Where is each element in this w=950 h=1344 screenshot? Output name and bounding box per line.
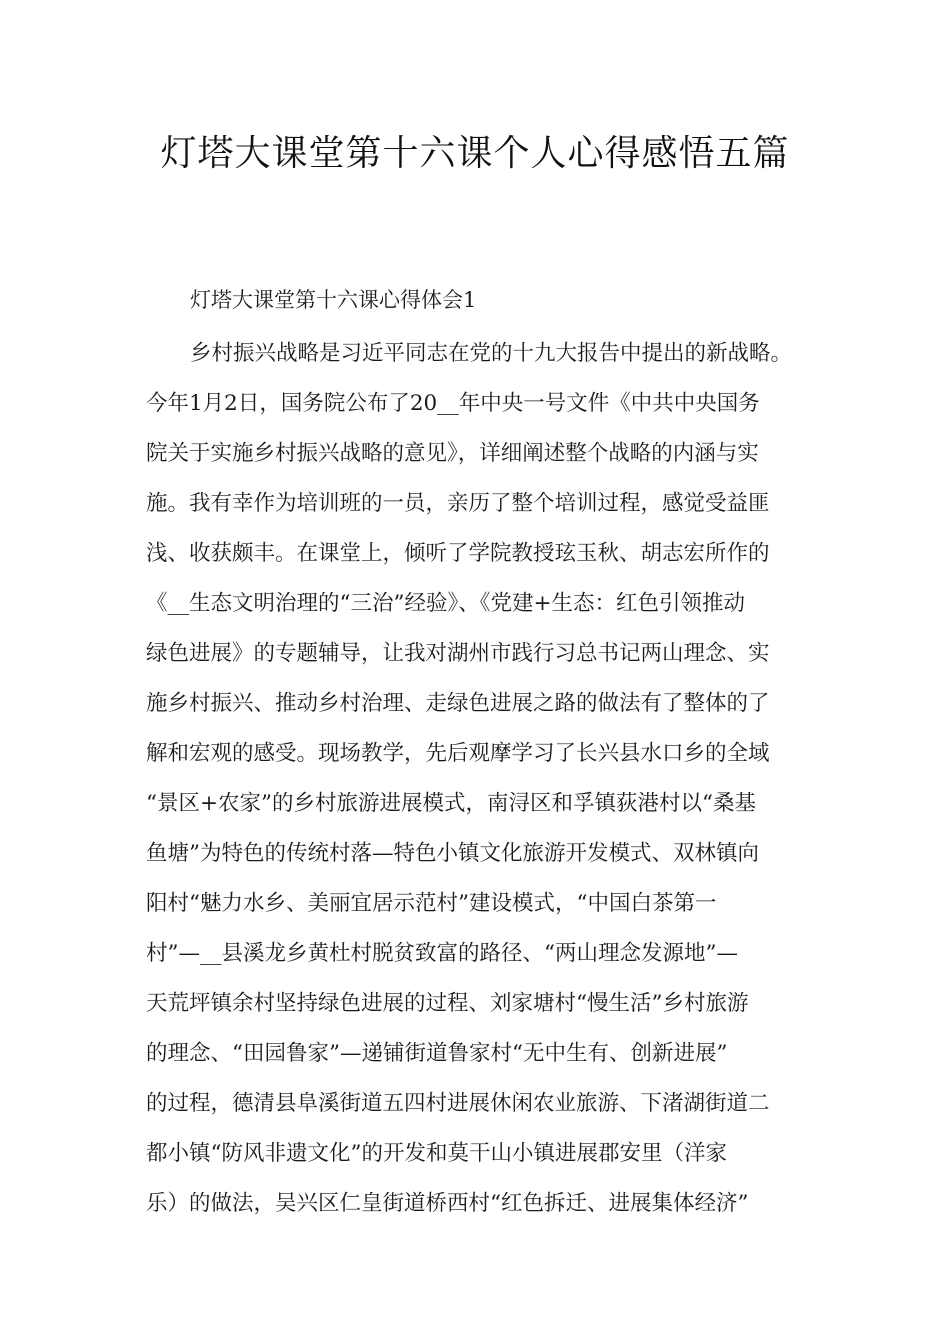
paragraph-line: 绿色进展》的专题辅导，让我对湖州市践行习总书记两山理念、实 xyxy=(146,641,770,666)
paragraph-line: 今年1月2日，国务院公布了20__年中央一号文件《中共中央国务 xyxy=(146,391,760,416)
section-heading: 灯塔大课堂第十六课心得体会1 xyxy=(190,288,477,312)
paragraph-line: 解和宏观的感受。现场教学，先后观摩学习了长兴县水口乡的全域 xyxy=(146,741,770,766)
paragraph-line: 乡村振兴战略是习近平同志在党的十九大报告中提出的新战略。 xyxy=(190,341,793,366)
paragraph-line: 的过程，德清县阜溪街道五四村进展休闲农业旅游、下渚湖街道二 xyxy=(146,1091,770,1116)
paragraph-line: 施乡村振兴、推动乡村治理、走绿色进展之路的做法有了整体的了 xyxy=(146,691,770,716)
paragraph-line: “景区+农家”的乡村旅游进展模式，南浔区和孚镇荻港村以“桑基 xyxy=(146,791,756,816)
paragraph-line: 阳村“魅力水乡、美丽宜居示范村”建设模式，“中国白茶第一 xyxy=(146,891,717,916)
paragraph-line: 都小镇“防风非遗文化”的开发和莫干山小镇进展郡安里（洋家 xyxy=(146,1141,727,1166)
paragraph-line: 的理念、“田园鲁家”—递铺街道鲁家村“无中生有、创新进展” xyxy=(146,1041,728,1066)
paragraph-line: 天荒坪镇余村坚持绿色进展的过程、刘家塘村“慢生活”乡村旅游 xyxy=(146,991,749,1016)
paragraph-line: 村”—__县溪龙乡黄杜村脱贫致富的路径、“两山理念发源地”— xyxy=(146,941,738,966)
paragraph-line: 《__生态文明治理的“三治”经验》、《党建+生态：红色引领推动 xyxy=(146,591,746,616)
paragraph-line: 院关于实施乡村振兴战略的意见》，详细阐述整个战略的内涵与实 xyxy=(146,441,759,466)
paragraph-line: 鱼塘”为特色的传统村落—特色小镇文化旅游开发模式、双林镇向 xyxy=(146,841,759,866)
paragraph-line: 浅、收获颇丰。在课堂上，倾听了学院教授玹玉秋、胡志宏所作的 xyxy=(146,541,770,566)
paragraph-line: 乐）的做法，吴兴区仁皇街道桥西村“红色拆迁、进展集体经济” xyxy=(146,1191,749,1216)
document-title: 灯塔大课堂第十六课个人心得感悟五篇 xyxy=(160,133,790,174)
paragraph-line: 施。我有幸作为培训班的一员，亲历了整个培训过程，感觉受益匪 xyxy=(146,491,770,516)
